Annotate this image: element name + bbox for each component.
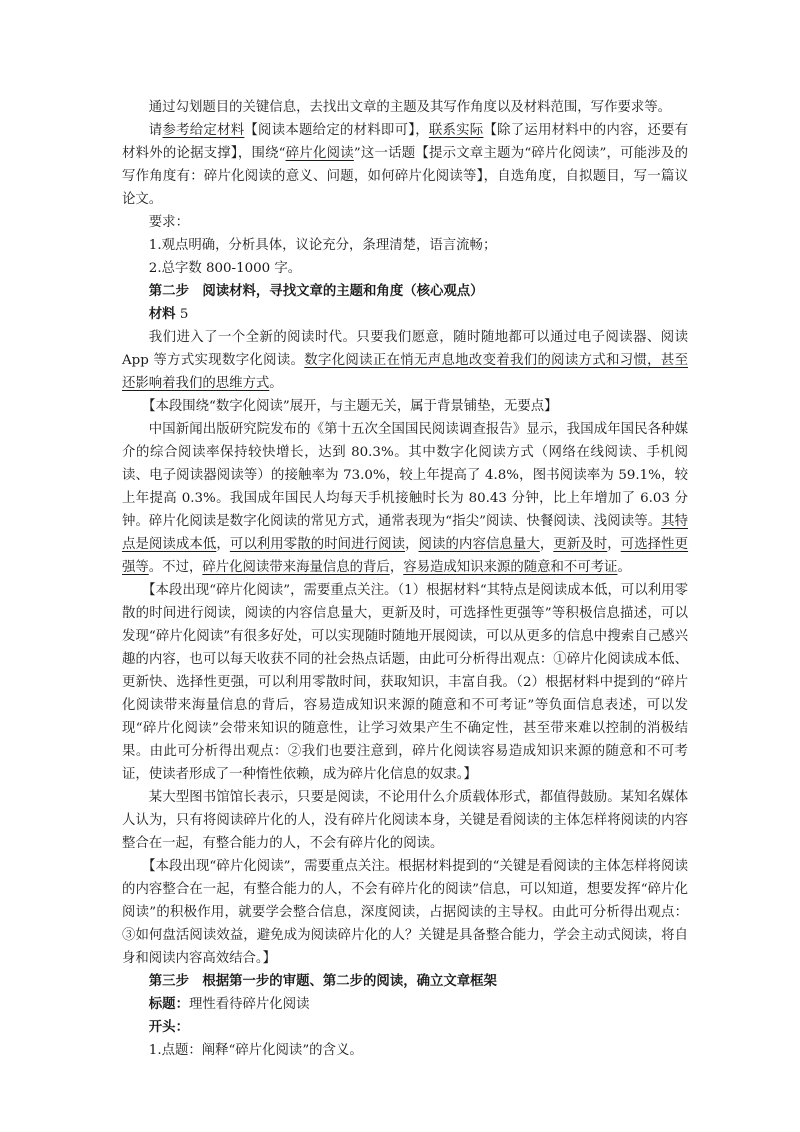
essay-title-line <box>122 993 688 1016</box>
para-underline: 其特点是阅读成本低 <box>122 514 688 552</box>
analysis-note-3: 【本段出现“碎片化阅读”，需要重点关注。根据材料提到的“关键是看阅读的主体怎样将阅读的内容整合在一起，有整合能力的人，不会有碎片化的阅读”信息，可以知道，想要发挥“碎片化阅读”的积极作用，就要学会整合信息，深度阅读，占据阅读的主导权。由此可分析得出观点：③如何盘活阅读效益，避免成为阅读碎片化的人？关键是具备整合能力，学会主动式阅读，将自身和阅读内容高效结合。】 <box>122 859 688 966</box>
requirements-label: 要求： <box>148 215 189 230</box>
para-underline: 可以利用零散的时间进行阅读 <box>229 537 406 552</box>
para-underline: 可选择性更强等 <box>122 537 689 575</box>
material-label <box>122 303 688 326</box>
title-value: 理性看待碎片化阅读 <box>188 997 310 1012</box>
prompt-underline: 碎片化阅读 <box>285 146 354 161</box>
prompt-underline: 联系实际 <box>428 123 484 138</box>
document-page <box>122 96 688 1062</box>
material-paragraph-2 <box>122 418 688 579</box>
prompt-text: 请 <box>148 123 163 138</box>
para-text: 。不过， <box>148 560 203 575</box>
para-underline: 容易造成知识来源的随意和不可考证 <box>403 560 618 575</box>
para-underline: 数字化阅读正在悄无声息地改变着我们的阅读方式和习惯，甚至还影响着我们的思维方式 <box>122 353 689 391</box>
para-text: 。 <box>269 376 283 391</box>
analysis-note-1: 【本段围绕“数字化阅读”展开，与主题无关，属于背景铺垫，无要点】 <box>142 399 558 414</box>
opening-label: 开头： <box>148 1019 189 1035</box>
para-underline: 更新及时 <box>553 537 608 552</box>
prompt-text: ”这一话题【提示文章主题为“碎片化阅读”，可能涉及的写作角度有：碎片化阅读的意义、问题，如何碎片化阅读等】，自选角度，自拟题目，写一篇议论文。 <box>122 146 689 207</box>
para-underline: 碎片化阅读带来海量信息的背后 <box>202 560 390 575</box>
intro-line: 通过勾划题目的关键信息，去找出文章的主题及其写作角度以及材料范围，写作要求等。 <box>148 100 672 115</box>
para-text: 。 <box>617 560 631 575</box>
opening-point-1: 1.点题：阐释“碎片化阅读”的含义。 <box>148 1043 363 1058</box>
step2-heading: 第二步 阅读材料，寻找文章的主题和角度（核心观点） <box>148 283 484 299</box>
requirement-item-1: 1.观点明确，分析具体，议论充分，条理清楚，语言流畅； <box>148 238 497 253</box>
material-label-text: 材料 <box>148 306 176 322</box>
para-text: ， <box>216 537 230 552</box>
para-underline: 阅读的内容信息量大 <box>418 537 540 552</box>
material-paragraph-1 <box>122 326 688 395</box>
para-text: ， <box>405 537 419 552</box>
title-label: 标题： <box>148 996 189 1012</box>
prompt-underline: 参考给定材料 <box>162 123 245 138</box>
prompt-text: 【阅读本题给定的材料即可】， <box>244 123 429 138</box>
analysis-note-2: 【本段出现“碎片化阅读”，需要重点关注。（1）根据材料“其特点是阅读成本低，可以利用零散的时间进行阅读，阅读的内容信息量大，更新及时，可选择性更强等”等积极信息描述，可以发现“碎片化阅读”有很多好处，可以实现随时随地开展阅读，可以从更多的信息中搜索自己感兴趣的内容，也可以每天收获不同的社会热点话题，由此可分析得出观点：①碎片化阅读成本低、更新快、选择性更强，可以利用零散时间，获取知识，丰富自我。（2）根据材料中提到的“碎片化阅读带来海量信息的背后，容易造成知识来源的随意和不可考证”等负面信息表述，可以发现“碎片化阅读”会带来知识的随意性，让学习效果产生不确定性，甚至带来难以控制的消极结果。由此可分析得出观点：②我们也要注意到，碎片化阅读容易造成知识来源的随意和不可考证，使读者形成了一种惰性依赖，成为碎片化信息的奴隶。】 <box>122 583 688 782</box>
prompt-text: 【除了运用材料中的内容，还要有材料外的论据支撑】，围绕“ <box>122 123 689 161</box>
para-text: ， <box>389 560 404 575</box>
requirement-item-2: 2.总字数 800-1000 字。 <box>148 261 302 276</box>
para-text: ， <box>607 537 621 552</box>
para-text: 我们进入了一个全新的阅读时代。只要我们愿意，随时随地都可以通过电子阅读器、阅读 App 等方式实现数字化阅读。 <box>122 330 688 368</box>
essay-prompt <box>122 119 688 211</box>
para-text: 中国新闻出版研究院发布的《第十五次全国国民阅读调查报告》显示，我国成年国民各种媒介的综合阅读率保持较快增长，达到 80.3%。其中数字化阅读方式（网络在线阅读、手机阅读、电子阅读器阅读等）的接触率为 73.0%，较上年提高了 4.8%，图书阅读率为 59.1%，较上年提高 0.3%。我国成年国民人均每天手机接触时长为 80.43 分钟，比上年增加了 6.03 分钟。碎片化阅读是数字化阅读的常见方式，通常表现为“指尖”阅读、快餐阅读、浅阅读等。 <box>122 422 688 529</box>
step3-heading: 第三步 根据第一步的审题、第二步的阅读，确立文章框架 <box>148 973 497 989</box>
para-text: ， <box>539 537 554 552</box>
material-paragraph-3: 某大型图书馆馆长表示，只要是阅读，不论用什么介质载体形式，都值得鼓励。某知名媒体人认为，只有将阅读碎片化的人，没有碎片化阅读本身，关键是看阅读的主体怎样将阅读的内容整合在一起，有整合能力的人，不会有碎片化的阅读。 <box>122 790 688 851</box>
material-number: 5 <box>175 307 189 322</box>
